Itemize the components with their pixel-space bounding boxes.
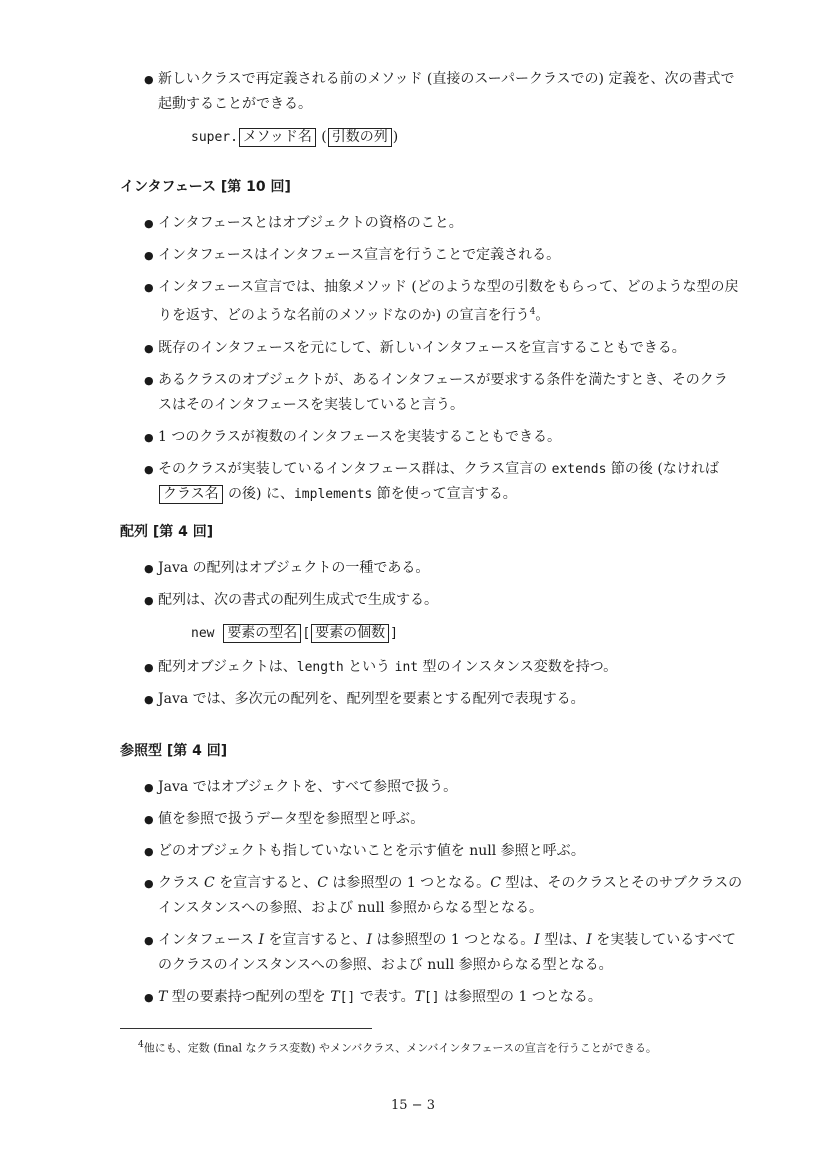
list-item: ● 既存のインタフェースを元にして、新しいインタフェースを宣言することもできる。 bbox=[144, 339, 686, 356]
list-item: ● クラス C を宣言すると、C は参照型の 1 つとなる。C 型は、そのクラスとそのサブクラスの インスタンスへの参照、および null 参照からなる型となる。 bbox=[144, 875, 743, 916]
list-item: ● Java では、多次元の配列を、配列型を要素とする配列で表現する。 bbox=[144, 691, 585, 707]
list-item: ● 新しいクラスで再定義される前のメソッド (直接のスーパークラスでの) 定義を、次の書式で 起動することができる。 bbox=[144, 71, 735, 112]
reference-section bbox=[120, 741, 752, 1010]
list-item: ● 配列オブジェクトは、length という int 型のインスタンス変数を持つ。 bbox=[144, 659, 618, 675]
code-keyword: length bbox=[296, 660, 344, 675]
list-item: ● 配列は、次の書式の配列生成式で生成する。 bbox=[144, 592, 438, 608]
list-item: ● インタフェース宣言では、抽象メソッド (どのような型の引数をもらって、どのような型の戻 りを返す、どのような名前のメソッドなのか) の宣言を行う$^4$。 bbox=[144, 279, 739, 324]
list-item: ● Java ではオブジェクトを、すべて参照で扱う。 bbox=[144, 779, 458, 795]
code-keyword: int bbox=[394, 660, 419, 675]
footnote-text: 他にも、定数 (final なクラス変数) やメンバクラス、メンバインタフェースの宣言を行うことができる。 bbox=[143, 1041, 657, 1055]
list-item: ● 1 つのクラスが複数のインタフェースを実装することもできる。 bbox=[144, 428, 561, 445]
footnote-ref: 4 bbox=[529, 307, 536, 317]
method-name-box: メソッド名 bbox=[239, 128, 316, 147]
intro-section bbox=[120, 67, 752, 149]
list-item: ● そのクラスが実装しているインタフェース群は、クラス宣言の extends 節の後 (なければ クラス名 の後) に、implements 節を使って宣言する。 bbox=[144, 460, 719, 502]
interface-section bbox=[120, 177, 752, 507]
element-count-box: 要素の個数 bbox=[311, 624, 389, 643]
list-item: ● 値を参照で扱うデータ型を参照型と呼ぶ。 bbox=[144, 811, 425, 827]
array-section bbox=[120, 522, 752, 712]
super-formula: super. メソッド名 ( 引数の列 ) bbox=[191, 129, 399, 145]
new-array-formula: new 要素の型名 [ 要素の個数 ] bbox=[191, 625, 398, 641]
item-text: 新しいクラスで再定義される前のメソッド (直接のスーパークラスでの) 定義を、次の書式で bbox=[158, 71, 735, 87]
class-name-box: クラス名 bbox=[159, 485, 223, 504]
section-heading: インタフェース [第 10 回] bbox=[120, 179, 291, 195]
list-item: ● インタフェースとはオブジェクトの資格のこと。 bbox=[144, 215, 463, 231]
section-heading: 参照型 [第 4 回] bbox=[120, 743, 228, 759]
footnote bbox=[138, 1038, 657, 1056]
element-type-box: 要素の型名 bbox=[223, 624, 301, 643]
list-item: ● どのオブジェクトも指していないことを示す値を null 参照と呼ぶ。 bbox=[144, 843, 585, 859]
argument-list-box: 引数の列 bbox=[328, 128, 392, 147]
list-item: ● インタフェース I を宣言すると、I は参照型の 1 つとなる。I 型は、I を実装しているすべて のクラスのインスタンスへの参照、および null 参照からなる型となる。 bbox=[144, 932, 736, 973]
section-heading: 配列 [第 4 回] bbox=[120, 524, 214, 540]
list-item: ● Java の配列はオブジェクトの一種である。 bbox=[144, 560, 430, 576]
footnote-mark: 4 bbox=[138, 1040, 144, 1050]
code-keyword: implements bbox=[293, 486, 373, 502]
footnote-divider bbox=[120, 1028, 372, 1029]
code-keyword: extends bbox=[551, 461, 607, 477]
item-text: 起動することができる。 bbox=[158, 96, 312, 112]
page-number: 15 − 3 bbox=[391, 1098, 435, 1113]
list-item: ● あるクラスのオブジェクトが、あるインタフェースが要求する条件を満たすとき、そのクラ スはそのインタフェースを実装していると言う。 bbox=[144, 371, 728, 413]
list-item: ● T 型の要素持つ配列の型を T[] で表す。T[] は参照型の 1 つとなる。 bbox=[144, 989, 602, 1005]
list-item: ● インタフェースはインタフェース宣言を行うことで定義される。 bbox=[144, 247, 561, 263]
